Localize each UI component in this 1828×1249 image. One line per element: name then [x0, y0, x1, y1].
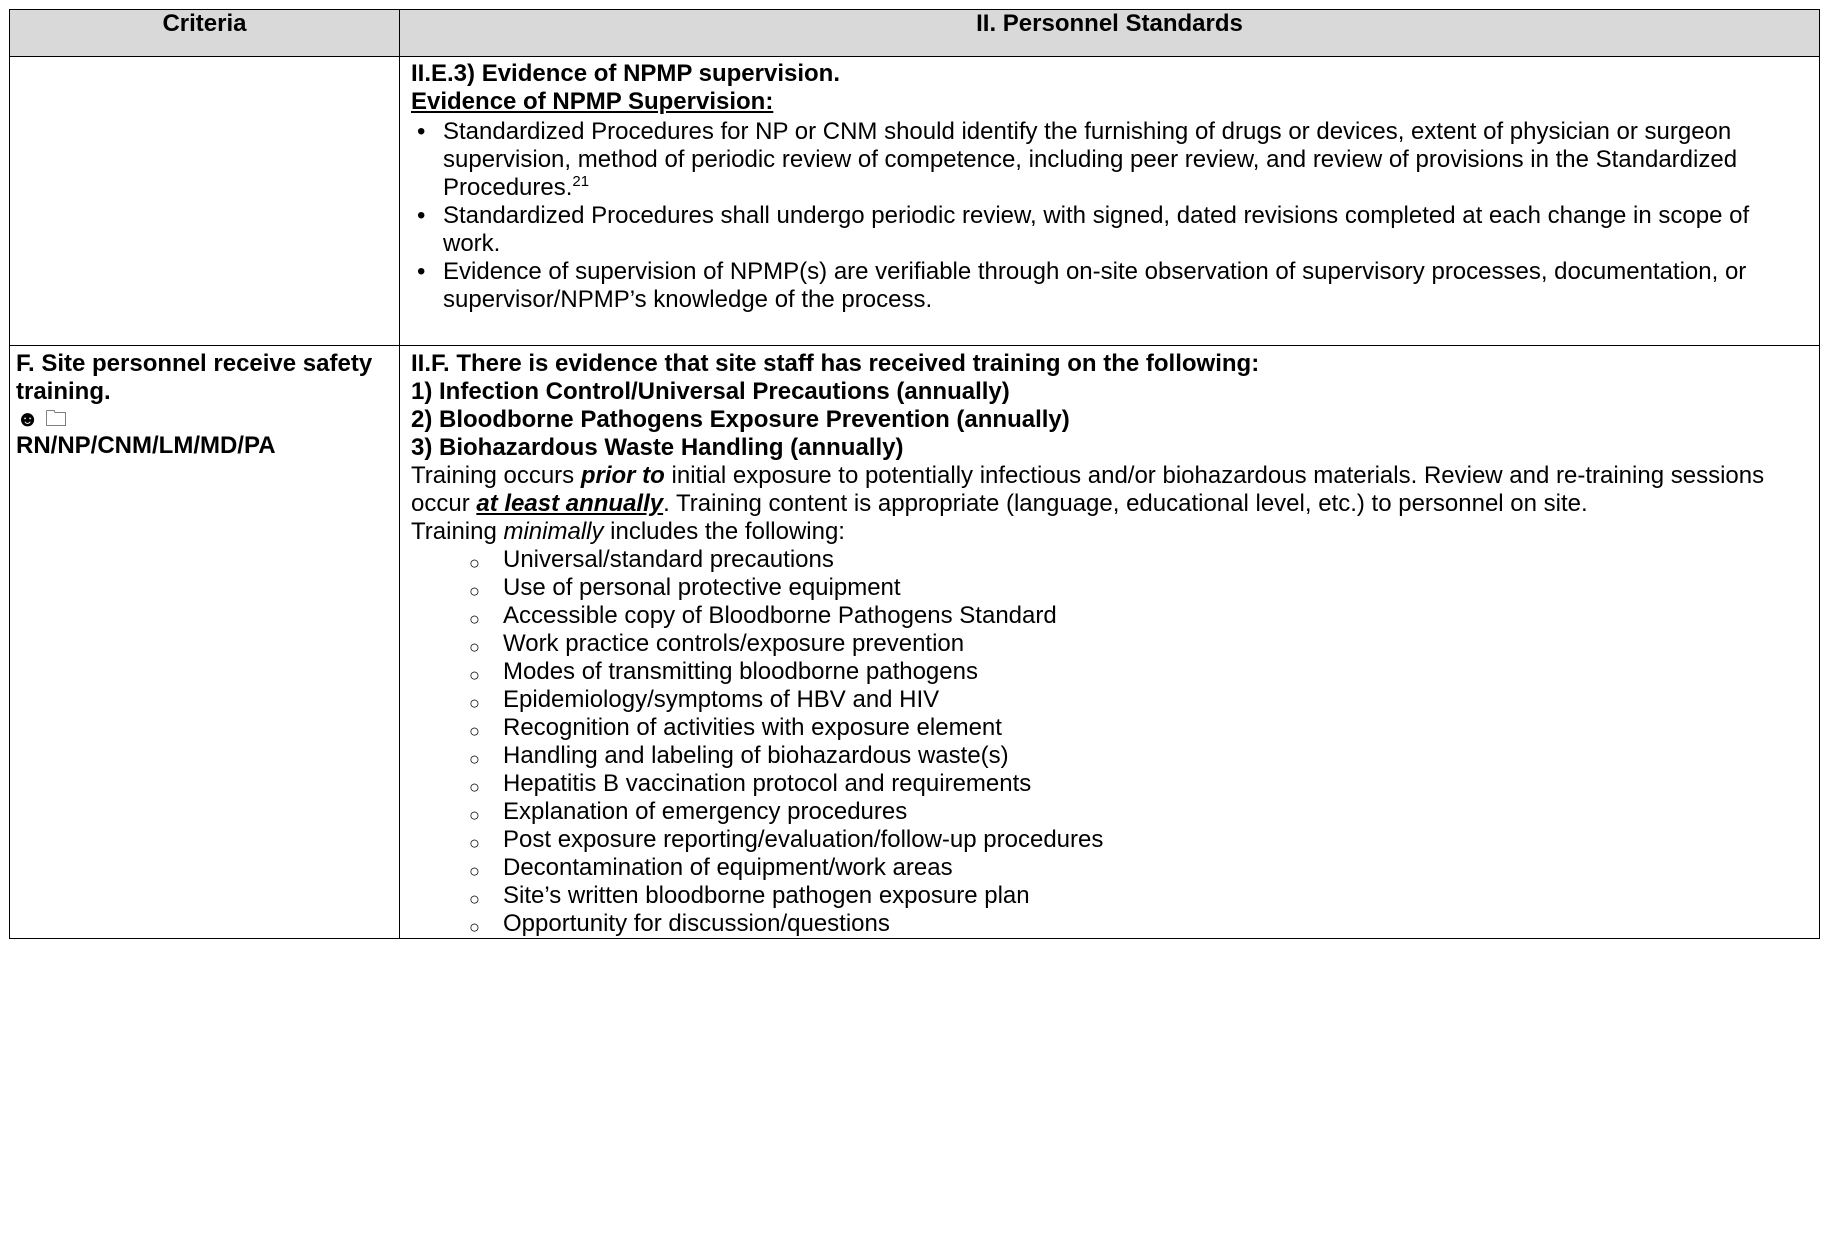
list-item-text: Hepatitis B vaccination protocol and requirements — [503, 770, 1032, 797]
bullet-icon: • — [417, 118, 426, 145]
footnote-ref: 21 — [572, 173, 590, 190]
training-item: 3) Biohazardous Waste Handling (annually) — [411, 434, 904, 461]
bullet-icon: • — [417, 258, 426, 285]
list-item — [469, 770, 1811, 798]
list-item — [469, 798, 1811, 826]
list-item-text: Accessible copy of Bloodborne Pathogens Standard — [503, 602, 1057, 629]
list-item — [411, 258, 1811, 314]
text-run: Training — [411, 518, 504, 545]
list-item-text: Post exposure reporting/evaluation/follow-up procedures — [503, 826, 1104, 853]
list-item-text: Explanation of emergency procedures — [503, 798, 908, 825]
list-item — [469, 882, 1811, 910]
circle-bullet-icon: ○ — [469, 609, 480, 629]
training-item: 1) Infection Control/Universal Precautions (annually) — [411, 378, 1010, 405]
list-item — [469, 630, 1811, 658]
standards-cell — [400, 346, 1820, 939]
text-run: Training occurs — [411, 462, 581, 489]
list-item-text: Epidemiology/symptoms of HBV and HIV — [503, 686, 940, 713]
circle-bullet-icon: ○ — [469, 581, 480, 601]
emphasis-text: minimally — [503, 518, 604, 545]
circle-bullet-icon: ○ — [469, 749, 480, 769]
list-item-text: Decontamination of equipment/work areas — [503, 854, 953, 881]
circle-bullet-icon: ○ — [469, 693, 480, 713]
criteria-icons — [16, 406, 393, 432]
training-paragraph — [411, 462, 1811, 518]
text-run: includes the following: — [603, 518, 845, 545]
section-heading: II.F. There is evidence that site staff has received training on the following: — [411, 350, 1260, 377]
circle-bullet-icon: ○ — [469, 721, 480, 741]
standards-cell — [400, 57, 1820, 346]
training-intro — [411, 518, 1811, 546]
training-list — [411, 546, 1811, 938]
folder-icon: 🗀 — [45, 406, 68, 431]
list-item-text: Universal/standard precautions — [503, 546, 834, 573]
circle-bullet-icon: ○ — [469, 889, 480, 909]
list-item — [469, 658, 1811, 686]
circle-bullet-icon: ○ — [469, 637, 480, 657]
list-item — [469, 854, 1811, 882]
circle-bullet-icon: ○ — [469, 805, 480, 825]
header-row — [10, 10, 1820, 57]
list-item-text: Standardized Procedures shall undergo periodic review, with signed, dated revisions completed at each change in scope of work. — [443, 202, 1750, 257]
criteria-cell — [10, 346, 400, 939]
list-item — [469, 546, 1811, 574]
list-item-text: Handling and labeling of biohazardous waste(s) — [503, 742, 1009, 769]
list-item-text: Opportunity for discussion/questions — [503, 910, 890, 937]
bullet-icon: • — [417, 202, 426, 229]
circle-bullet-icon: ○ — [469, 777, 480, 797]
list-item-text: Use of personal protective equipment — [503, 574, 901, 601]
circle-bullet-icon: ○ — [469, 833, 480, 853]
list-item — [411, 118, 1811, 202]
standards-table — [9, 9, 1820, 939]
emphasis-text: prior to — [580, 462, 665, 489]
list-item — [469, 686, 1811, 714]
list-item — [469, 910, 1811, 938]
list-item-text: Recognition of activities with exposure element — [503, 714, 1002, 741]
list-item-text: Standardized Procedures for NP or CNM should identify the furnishing of drugs or devices, extent of physician or surgeon supervision, method of periodic review of competence, including peer review, and review of provisions in the Standardized Procedures. — [443, 118, 1738, 201]
list-item-text: Modes of transmitting bloodborne pathogens — [503, 658, 978, 685]
criteria-header: Criteria — [10, 10, 400, 57]
table-row — [10, 57, 1820, 346]
list-item — [411, 202, 1811, 258]
list-item — [469, 742, 1811, 770]
text-run: . Training content is appropriate (language, educational level, etc.) to personnel on site. — [663, 490, 1588, 517]
list-item-text: Evidence of supervision of NPMP(s) are verifiable through on-site observation of supervisory processes, documentation, or supervisor/NPMP’s knowledge of the process. — [443, 258, 1747, 313]
table-row — [10, 346, 1820, 939]
circle-bullet-icon: ○ — [469, 665, 480, 685]
criteria-cell — [10, 57, 400, 346]
circle-bullet-icon: ○ — [469, 553, 480, 573]
circle-bullet-icon: ○ — [469, 917, 480, 937]
bullet-list — [411, 118, 1811, 314]
training-item: 2) Bloodborne Pathogens Exposure Prevention (annually) — [411, 406, 1070, 433]
criteria-roles: RN/NP/CNM/LM/MD/PA — [16, 432, 276, 459]
list-item — [469, 826, 1811, 854]
list-item — [469, 714, 1811, 742]
text-run: initial exposure to potentially infectious and/or biohazardous materials. Review and re-training sessions occur — [411, 462, 1765, 517]
list-item — [469, 574, 1811, 602]
person-icon: ☻ — [16, 406, 40, 431]
standards-header: II. Personnel Standards — [400, 10, 1820, 57]
list-item-text: Work practice controls/exposure prevention — [503, 630, 965, 657]
circle-bullet-icon: ○ — [469, 861, 480, 881]
section-heading: II.E.3) Evidence of NPMP supervision. — [411, 60, 841, 87]
list-item — [469, 602, 1811, 630]
section-subheading: Evidence of NPMP Supervision: — [411, 88, 774, 115]
criteria-title: F. Site personnel receive safety training. — [16, 350, 373, 405]
list-item-text: Site’s written bloodborne pathogen exposure plan — [503, 882, 1030, 909]
emphasis-text: at least annually — [476, 490, 664, 517]
